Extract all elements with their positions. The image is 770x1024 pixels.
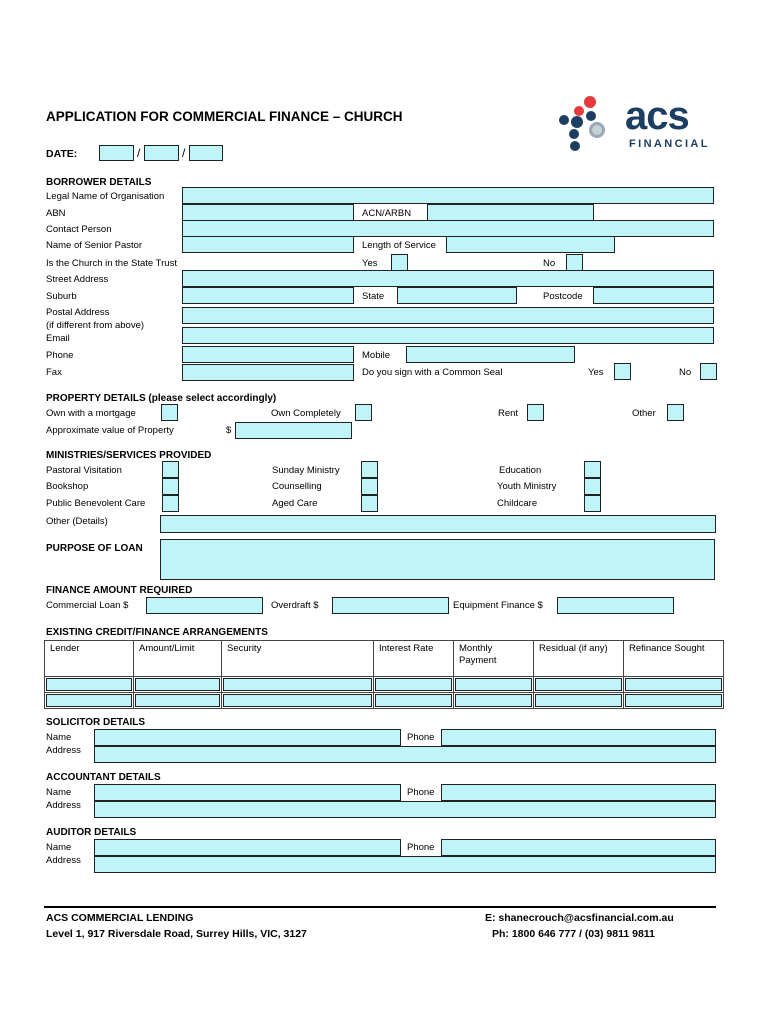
other-details-label: Other (Details)	[46, 516, 108, 527]
bookshop-checkbox[interactable]	[162, 478, 179, 495]
dollar-sign: $	[226, 425, 232, 436]
overdraft-field[interactable]	[332, 597, 449, 614]
column-header: Monthly Payment	[454, 641, 534, 677]
lender-cell[interactable]	[46, 694, 132, 707]
abn-label: ABN	[46, 208, 66, 219]
state-label: State	[362, 291, 385, 302]
column-header: Interest Rate	[374, 641, 454, 677]
solicitor-name-field[interactable]	[94, 729, 401, 746]
purpose-heading: PURPOSE OF LOAN	[46, 543, 143, 554]
date-year-field[interactable]	[189, 145, 223, 161]
logo-word: acs	[625, 94, 689, 138]
column-header: Refinance Sought	[624, 641, 724, 677]
education-checkbox[interactable]	[584, 461, 601, 478]
benevolent-checkbox[interactable]	[162, 495, 179, 512]
auditor-phone-field[interactable]	[441, 839, 716, 856]
commercial-loan-field[interactable]	[146, 597, 263, 614]
solicitor-address-field[interactable]	[94, 746, 716, 763]
date-separator: /	[182, 146, 186, 160]
acn-label: ACN/ARBN	[362, 208, 412, 219]
interest-cell[interactable]	[375, 694, 452, 707]
solicitor-name-label: Name	[46, 732, 72, 743]
pastor-field[interactable]	[182, 236, 354, 253]
solicitor-address-label: Address	[46, 745, 81, 756]
email-field[interactable]	[182, 327, 714, 344]
childcare-checkbox[interactable]	[584, 495, 601, 512]
solicitor-heading: SOLICITOR DETAILS	[46, 717, 146, 728]
footer-email: E: shanecrouch@acsfinancial.com.au	[485, 912, 674, 924]
date-label: DATE:	[46, 148, 78, 160]
acn-field[interactable]	[427, 204, 594, 221]
state-trust-yes-label: Yes	[362, 258, 378, 269]
fax-label: Fax	[46, 367, 62, 378]
ministries-heading: MINISTRIES/SERVICES PROVIDED	[46, 450, 212, 461]
auditor-address-label: Address	[46, 855, 81, 866]
sunday-checkbox[interactable]	[361, 461, 378, 478]
logo-sub: FINANCIAL	[629, 138, 710, 150]
suburb-field[interactable]	[182, 287, 354, 304]
auditor-address-field[interactable]	[94, 856, 716, 873]
state-trust-label: Is the Church in the State Trust	[46, 258, 177, 269]
interest-cell[interactable]	[375, 678, 452, 691]
youth-checkbox[interactable]	[584, 478, 601, 495]
property-heading: PROPERTY DETAILS (please select accordingly)	[46, 393, 277, 404]
common-seal-no-label: No	[679, 367, 692, 378]
date-month-field[interactable]	[144, 145, 179, 161]
legal-name-label: Legal Name of Organisation	[46, 191, 165, 202]
refinance-cell[interactable]	[625, 694, 722, 707]
commercial-loan-label: Commercial Loan $	[46, 600, 129, 611]
accountant-name-label: Name	[46, 787, 72, 798]
finance-heading: FINANCE AMOUNT REQUIRED	[46, 585, 193, 596]
mortgage-checkbox[interactable]	[161, 404, 178, 421]
column-header: Residual (if any)	[534, 641, 624, 677]
street-field[interactable]	[182, 270, 714, 287]
auditor-phone-label: Phone	[407, 842, 435, 853]
solicitor-phone-label: Phone	[407, 732, 435, 743]
pastoral-checkbox[interactable]	[162, 461, 179, 478]
counselling-label: Counselling	[272, 481, 322, 492]
accountant-name-field[interactable]	[94, 784, 401, 801]
street-label: Street Address	[46, 274, 109, 285]
equipment-field[interactable]	[557, 597, 674, 614]
state-trust-yes-checkbox[interactable]	[391, 254, 408, 271]
accountant-phone-label: Phone	[407, 787, 435, 798]
fax-field[interactable]	[182, 364, 354, 381]
own-completely-checkbox[interactable]	[355, 404, 372, 421]
security-cell[interactable]	[223, 678, 372, 691]
solicitor-phone-field[interactable]	[441, 729, 716, 746]
abn-field[interactable]	[182, 204, 354, 221]
common-seal-no-checkbox[interactable]	[700, 363, 717, 380]
accountant-address-label: Address	[46, 800, 81, 811]
acs-logo	[553, 94, 713, 156]
phone-label: Phone	[46, 350, 74, 361]
residual-cell[interactable]	[535, 694, 622, 707]
footer-phone: Ph: 1800 646 777 / (03) 9811 9811	[492, 928, 655, 940]
column-header: Amount/Limit	[134, 641, 222, 677]
accountant-address-field[interactable]	[94, 801, 716, 818]
phone-field[interactable]	[182, 346, 354, 363]
date-day-field[interactable]	[99, 145, 134, 161]
other-label: Other	[632, 408, 656, 419]
purpose-field[interactable]	[160, 539, 715, 580]
common-seal-label: Do you sign with a Common Seal	[362, 367, 503, 378]
benevolent-label: Public Benevolent Care	[46, 498, 146, 509]
lender-cell[interactable]	[46, 678, 132, 691]
auditor-heading: AUDITOR DETAILS	[46, 827, 137, 838]
aged-care-checkbox[interactable]	[361, 495, 378, 512]
logo-mark-icon	[553, 94, 617, 156]
suburb-label: Suburb	[46, 291, 77, 302]
contact-field[interactable]	[182, 220, 714, 237]
property-value-field[interactable]	[235, 422, 352, 439]
rent-label: Rent	[498, 408, 519, 419]
table-row	[45, 677, 724, 693]
security-cell[interactable]	[223, 694, 372, 707]
accountant-phone-field[interactable]	[441, 784, 716, 801]
column-header: Lender	[45, 641, 134, 677]
state-trust-no-checkbox[interactable]	[566, 254, 583, 271]
existing-credit-table	[44, 640, 724, 709]
state-field[interactable]	[397, 287, 517, 304]
table-row	[45, 693, 724, 709]
length-service-label: Length of Service	[362, 240, 436, 251]
existing-heading: EXISTING CREDIT/FINANCE ARRANGEMENTS	[46, 627, 268, 638]
sunday-label: Sunday Ministry	[272, 465, 340, 476]
property-value-label: Approximate value of Property	[46, 425, 174, 436]
youth-label: Youth Ministry	[497, 481, 557, 492]
rent-checkbox[interactable]	[527, 404, 544, 421]
other-checkbox[interactable]	[667, 404, 684, 421]
other-details-field[interactable]	[160, 515, 716, 533]
education-label: Education	[499, 465, 542, 476]
common-seal-yes-checkbox[interactable]	[614, 363, 631, 380]
legal-name-field[interactable]	[182, 187, 714, 204]
footer-company: ACS COMMERCIAL LENDING	[46, 912, 194, 924]
auditor-name-field[interactable]	[94, 839, 401, 856]
postcode-label: Postcode	[543, 291, 583, 302]
bookshop-label: Bookshop	[46, 481, 89, 492]
borrower-heading: BORROWER DETAILS	[46, 177, 152, 188]
pastor-label: Name of Senior Pastor	[46, 240, 143, 251]
mortgage-label: Own with a mortgage	[46, 408, 136, 419]
monthly-cell[interactable]	[455, 694, 532, 707]
form-title: APPLICATION FOR COMMERCIAL FINANCE – CHURCH	[46, 109, 403, 124]
column-header: Security	[222, 641, 374, 677]
length-service-field[interactable]	[446, 236, 615, 253]
email-label: Email	[46, 333, 70, 344]
overdraft-label: Overdraft $	[271, 600, 319, 611]
contact-label: Contact Person	[46, 224, 112, 235]
aged-care-label: Aged Care	[272, 498, 318, 509]
mobile-field[interactable]	[406, 346, 575, 363]
auditor-name-label: Name	[46, 842, 72, 853]
postal-label: Postal Address	[46, 307, 110, 318]
mobile-label: Mobile	[362, 350, 390, 361]
childcare-label: Childcare	[497, 498, 538, 509]
date-separator: /	[137, 146, 141, 160]
postal-note: (if different from above)	[46, 320, 145, 331]
monthly-cell[interactable]	[455, 678, 532, 691]
accountant-heading: ACCOUNTANT DETAILS	[46, 772, 161, 783]
equipment-label: Equipment Finance $	[453, 600, 543, 611]
amount-cell[interactable]	[135, 694, 220, 707]
residual-cell[interactable]	[535, 678, 622, 691]
common-seal-yes-label: Yes	[588, 367, 604, 378]
footer-address: Level 1, 917 Riversdale Road, Surrey Hills, VIC, 3127	[46, 928, 307, 940]
postal-field[interactable]	[182, 307, 714, 324]
own-completely-label: Own Completely	[271, 408, 341, 419]
counselling-checkbox[interactable]	[361, 478, 378, 495]
pastoral-label: Pastoral Visitation	[46, 465, 122, 476]
state-trust-no-label: No	[543, 258, 556, 269]
refinance-cell[interactable]	[625, 678, 722, 691]
postcode-field[interactable]	[593, 287, 714, 304]
footer-divider	[44, 906, 716, 908]
amount-cell[interactable]	[135, 678, 220, 691]
